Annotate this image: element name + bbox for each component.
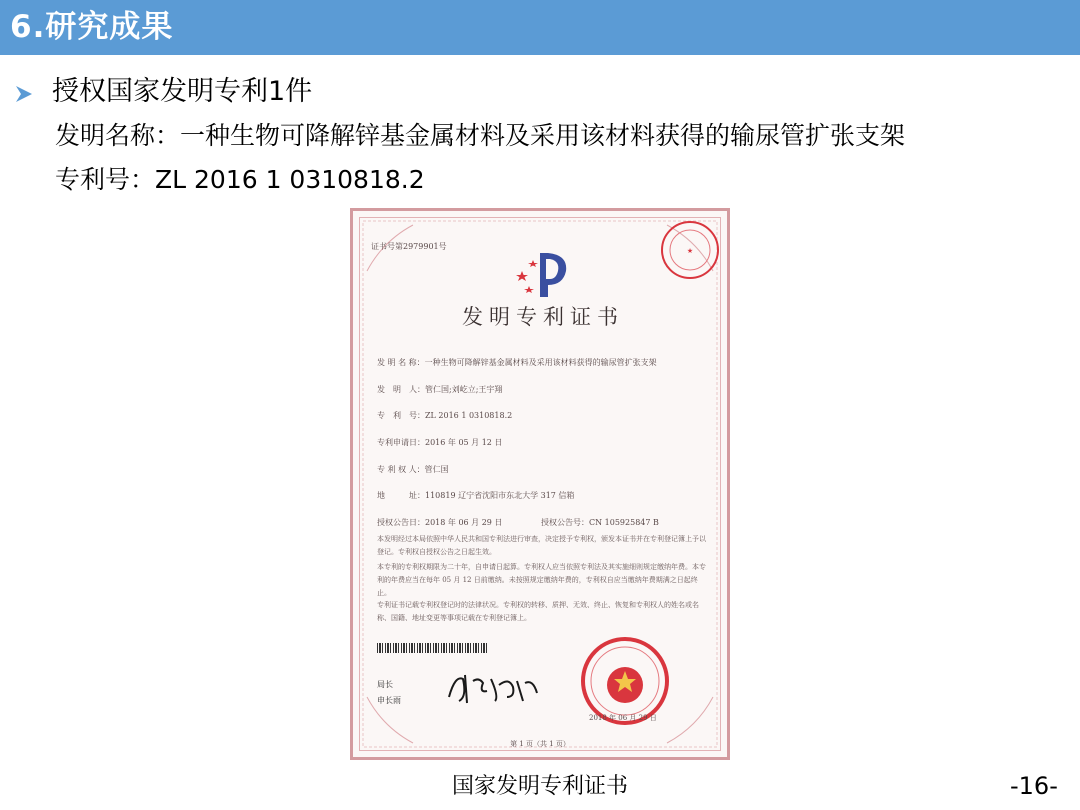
director-name: 申长雨	[377, 696, 401, 705]
slide-header	[0, 0, 1080, 55]
certificate-barcode	[377, 643, 489, 653]
slide-title: 6.研究成果	[10, 9, 174, 45]
cert-field-patent-no: 专 利 号：ZL 2016 1 0310818.2	[377, 411, 513, 420]
bullet-text: 授权国家发明专利1件	[52, 76, 313, 107]
cert-field-invention-name: 发 明 名 称：一种生物可降解锌基金属材料及采用该材料获得的输尿管扩张支架	[377, 358, 657, 367]
patent-number: 专利号：ZL 2016 1 0310818.2	[55, 165, 425, 194]
cert-field-inventor: 发 明 人：管仁国;刘屹立;王宇翔	[377, 385, 503, 394]
invention-name: 发明名称：一种生物可降解锌基金属材料及采用该材料获得的输尿管扩张支架	[55, 121, 906, 150]
patent-office-emblem-icon	[508, 241, 578, 301]
svg-text:★: ★	[686, 247, 694, 255]
image-caption: 国家发明专利证书	[451, 774, 628, 799]
cert-field-owner: 专 利 权 人：管仁国	[377, 465, 449, 474]
cert-field-address: 地 址：110819 辽宁省沈阳市东北大学 317 信箱	[377, 491, 575, 500]
certificate-number: 证书号第2979901号	[371, 242, 447, 251]
cert-paragraph-3: 专利证书记载专利权登记时的法律状况。专利权的转移、质押、无效、终止、恢复和专利权人的姓名或名称、国籍、地址变更等事项记载在专利登记簿上。	[377, 601, 699, 622]
bullet-arrow-icon	[14, 84, 34, 104]
page-number: -16-	[1010, 772, 1058, 800]
cert-field-grant-no: 授权公告号：CN 105925847 B	[541, 518, 659, 527]
director-signature	[443, 667, 543, 707]
cert-field-grant-date: 授权公告日：2018 年 06 月 29 日	[377, 518, 503, 527]
cert-paragraph-2: 本专利的专利权期限为二十年，自申请日起算。专利权人应当依照专利法及其实施细则规定缴纳年费。本专利的年费应当在每年 05 月 12 日前缴纳。未按照规定缴纳年费的，专利权自应当缴纳年费期满之日起终止。	[377, 563, 706, 597]
certificate-page-label: 第 1 页（共 1 页）	[510, 740, 570, 748]
patent-certificate-image	[350, 208, 730, 760]
top-seal-stamp-icon	[659, 219, 721, 281]
certificate-title: 发明专利证书	[462, 305, 624, 329]
cert-field-filing-date: 专利申请日：2016 年 05 月 12 日	[377, 438, 503, 447]
director-label: 局长	[377, 680, 393, 689]
cert-paragraph-1: 本发明经过本局依照中华人民共和国专利法进行审查，决定授予专利权，颁发本证书并在专利登记簿上予以登记。专利权自授权公告之日起生效。	[377, 535, 706, 556]
seal-date: 2018 年 06 月 29 日	[589, 714, 657, 722]
